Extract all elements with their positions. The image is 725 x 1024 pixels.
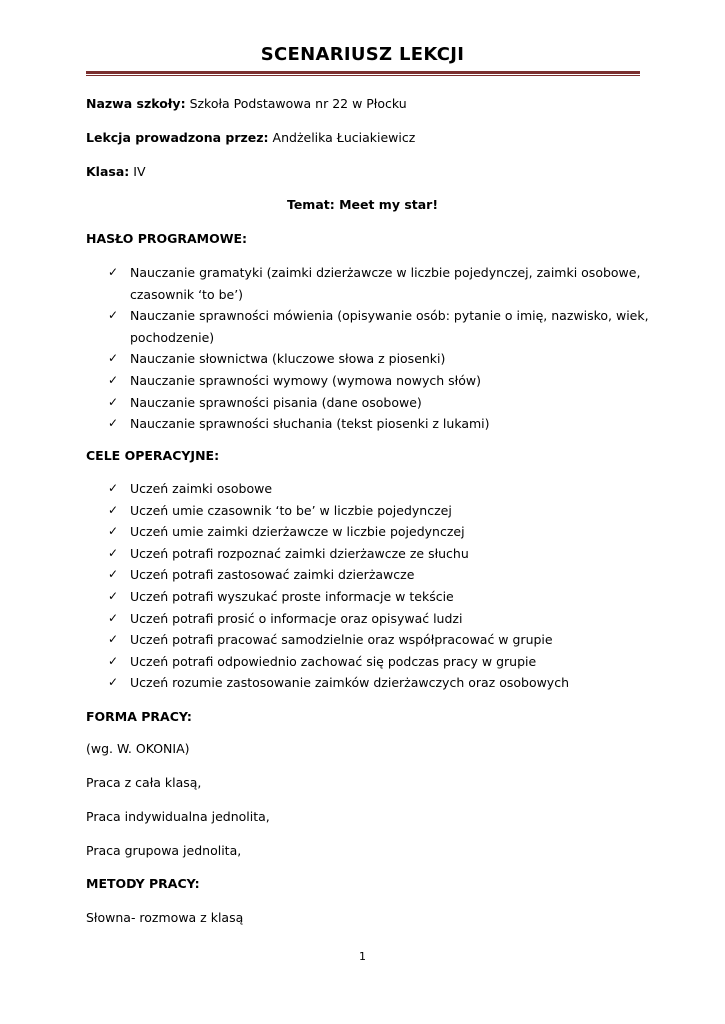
methods-heading: METODY PRACY: bbox=[86, 876, 200, 891]
check-icon: ✓ bbox=[108, 610, 119, 625]
check-icon: ✓ bbox=[108, 567, 119, 582]
program-heading: HASŁO PROGRAMOWE: bbox=[86, 231, 248, 246]
list-item: ✓ Uczeń umie zaimki dzierżawcze w liczbie pojedynczej bbox=[108, 521, 650, 543]
teacher-value: Andżelika Łuciakiewicz bbox=[272, 130, 416, 145]
check-icon: ✓ bbox=[108, 481, 119, 495]
list-item: ✓ Uczeń rozumie zastosowanie zaimków dzierżawczych oraz osobowych bbox=[108, 672, 650, 694]
check-icon: ✓ bbox=[108, 653, 119, 668]
school-line bbox=[86, 96, 407, 111]
grade-value: IV bbox=[133, 164, 146, 179]
list-item: ✓ Uczeń potrafi pracować samodzielnie oraz współpracować w grupie bbox=[108, 629, 650, 651]
teacher-line bbox=[86, 130, 415, 145]
check-icon: ✓ bbox=[108, 632, 119, 647]
check-icon: ✓ bbox=[108, 308, 119, 323]
forms-line: Praca z cała klasą, bbox=[86, 775, 202, 790]
page-number: 1 bbox=[359, 950, 366, 963]
list-item: ✓ Nauczanie sprawności pisania (dane osobowe) bbox=[108, 392, 650, 414]
list-item: ✓ Nauczanie słownictwa (kluczowe słowa z piosenki) bbox=[108, 348, 650, 370]
check-icon: ✓ bbox=[108, 545, 119, 560]
list-item: ✓ Uczeń potrafi rozpoznać zaimki dzierżawcze ze słuchu bbox=[108, 543, 650, 565]
check-icon: ✓ bbox=[108, 502, 119, 517]
check-icon: ✓ bbox=[108, 372, 119, 387]
list-item: ✓ Uczeń potrafi wyszukać proste informacje w tekście bbox=[108, 586, 650, 608]
check-icon: ✓ bbox=[108, 351, 119, 366]
list-item: ✓ Nauczanie gramatyki (zaimki dzierżawcze w liczbie pojedynczej, zaimki osobowe, czasownik ‘to be’) bbox=[108, 262, 650, 305]
school-label: Nazwa szkoły: bbox=[86, 96, 186, 111]
grade-line bbox=[86, 164, 146, 179]
list-item: ✓ Uczeń potrafi odpowiednio zachować się podczas pracy w grupie bbox=[108, 651, 650, 673]
forms-line: Praca indywidualna jednolita, bbox=[86, 809, 270, 824]
goals-list bbox=[108, 478, 650, 694]
lesson-topic: Temat: Meet my star! bbox=[286, 197, 439, 212]
check-icon: ✓ bbox=[108, 416, 119, 431]
list-item: ✓ Uczeń umie czasownik ‘to be’ w liczbie pojedynczej bbox=[108, 500, 650, 522]
check-icon: ✓ bbox=[108, 265, 119, 279]
document-title: SCENARIUSZ LEKCJI bbox=[260, 44, 465, 65]
teacher-label: Lekcja prowadzona przez: bbox=[86, 130, 269, 145]
list-item: ✓ Uczeń zaimki osobowe bbox=[108, 478, 650, 500]
check-icon: ✓ bbox=[108, 394, 119, 409]
title-rule-thin bbox=[86, 75, 640, 76]
grade-label: Klasa: bbox=[86, 164, 130, 179]
list-item: ✓ Nauczanie sprawności mówienia (opisywanie osób: pytanie o imię, nazwisko, wiek, pochodzenie) bbox=[108, 305, 650, 348]
title-rule bbox=[86, 71, 640, 74]
methods-line: Słowna- rozmowa z klasą bbox=[86, 910, 244, 925]
list-item: ✓ Nauczanie sprawności słuchania (tekst piosenki z lukami) bbox=[108, 413, 650, 435]
forms-line: Praca grupowa jednolita, bbox=[86, 843, 242, 858]
list-item: ✓ Uczeń potrafi zastosować zaimki dzierżawcze bbox=[108, 564, 650, 586]
check-icon: ✓ bbox=[108, 675, 119, 690]
program-list bbox=[108, 262, 650, 435]
list-item: ✓ Uczeń potrafi prosić o informacje oraz opisywać ludzi bbox=[108, 608, 650, 630]
forms-line: (wg. W. OKONIA) bbox=[86, 741, 190, 756]
goals-heading: CELE OPERACYJNE: bbox=[86, 448, 220, 463]
check-icon: ✓ bbox=[108, 588, 119, 603]
school-value: Szkoła Podstawowa nr 22 w Płocku bbox=[189, 96, 407, 111]
check-icon: ✓ bbox=[108, 524, 119, 539]
list-item: ✓ Nauczanie sprawności wymowy (wymowa nowych słów) bbox=[108, 370, 650, 392]
forms-heading: FORMA PRACY: bbox=[86, 709, 192, 724]
